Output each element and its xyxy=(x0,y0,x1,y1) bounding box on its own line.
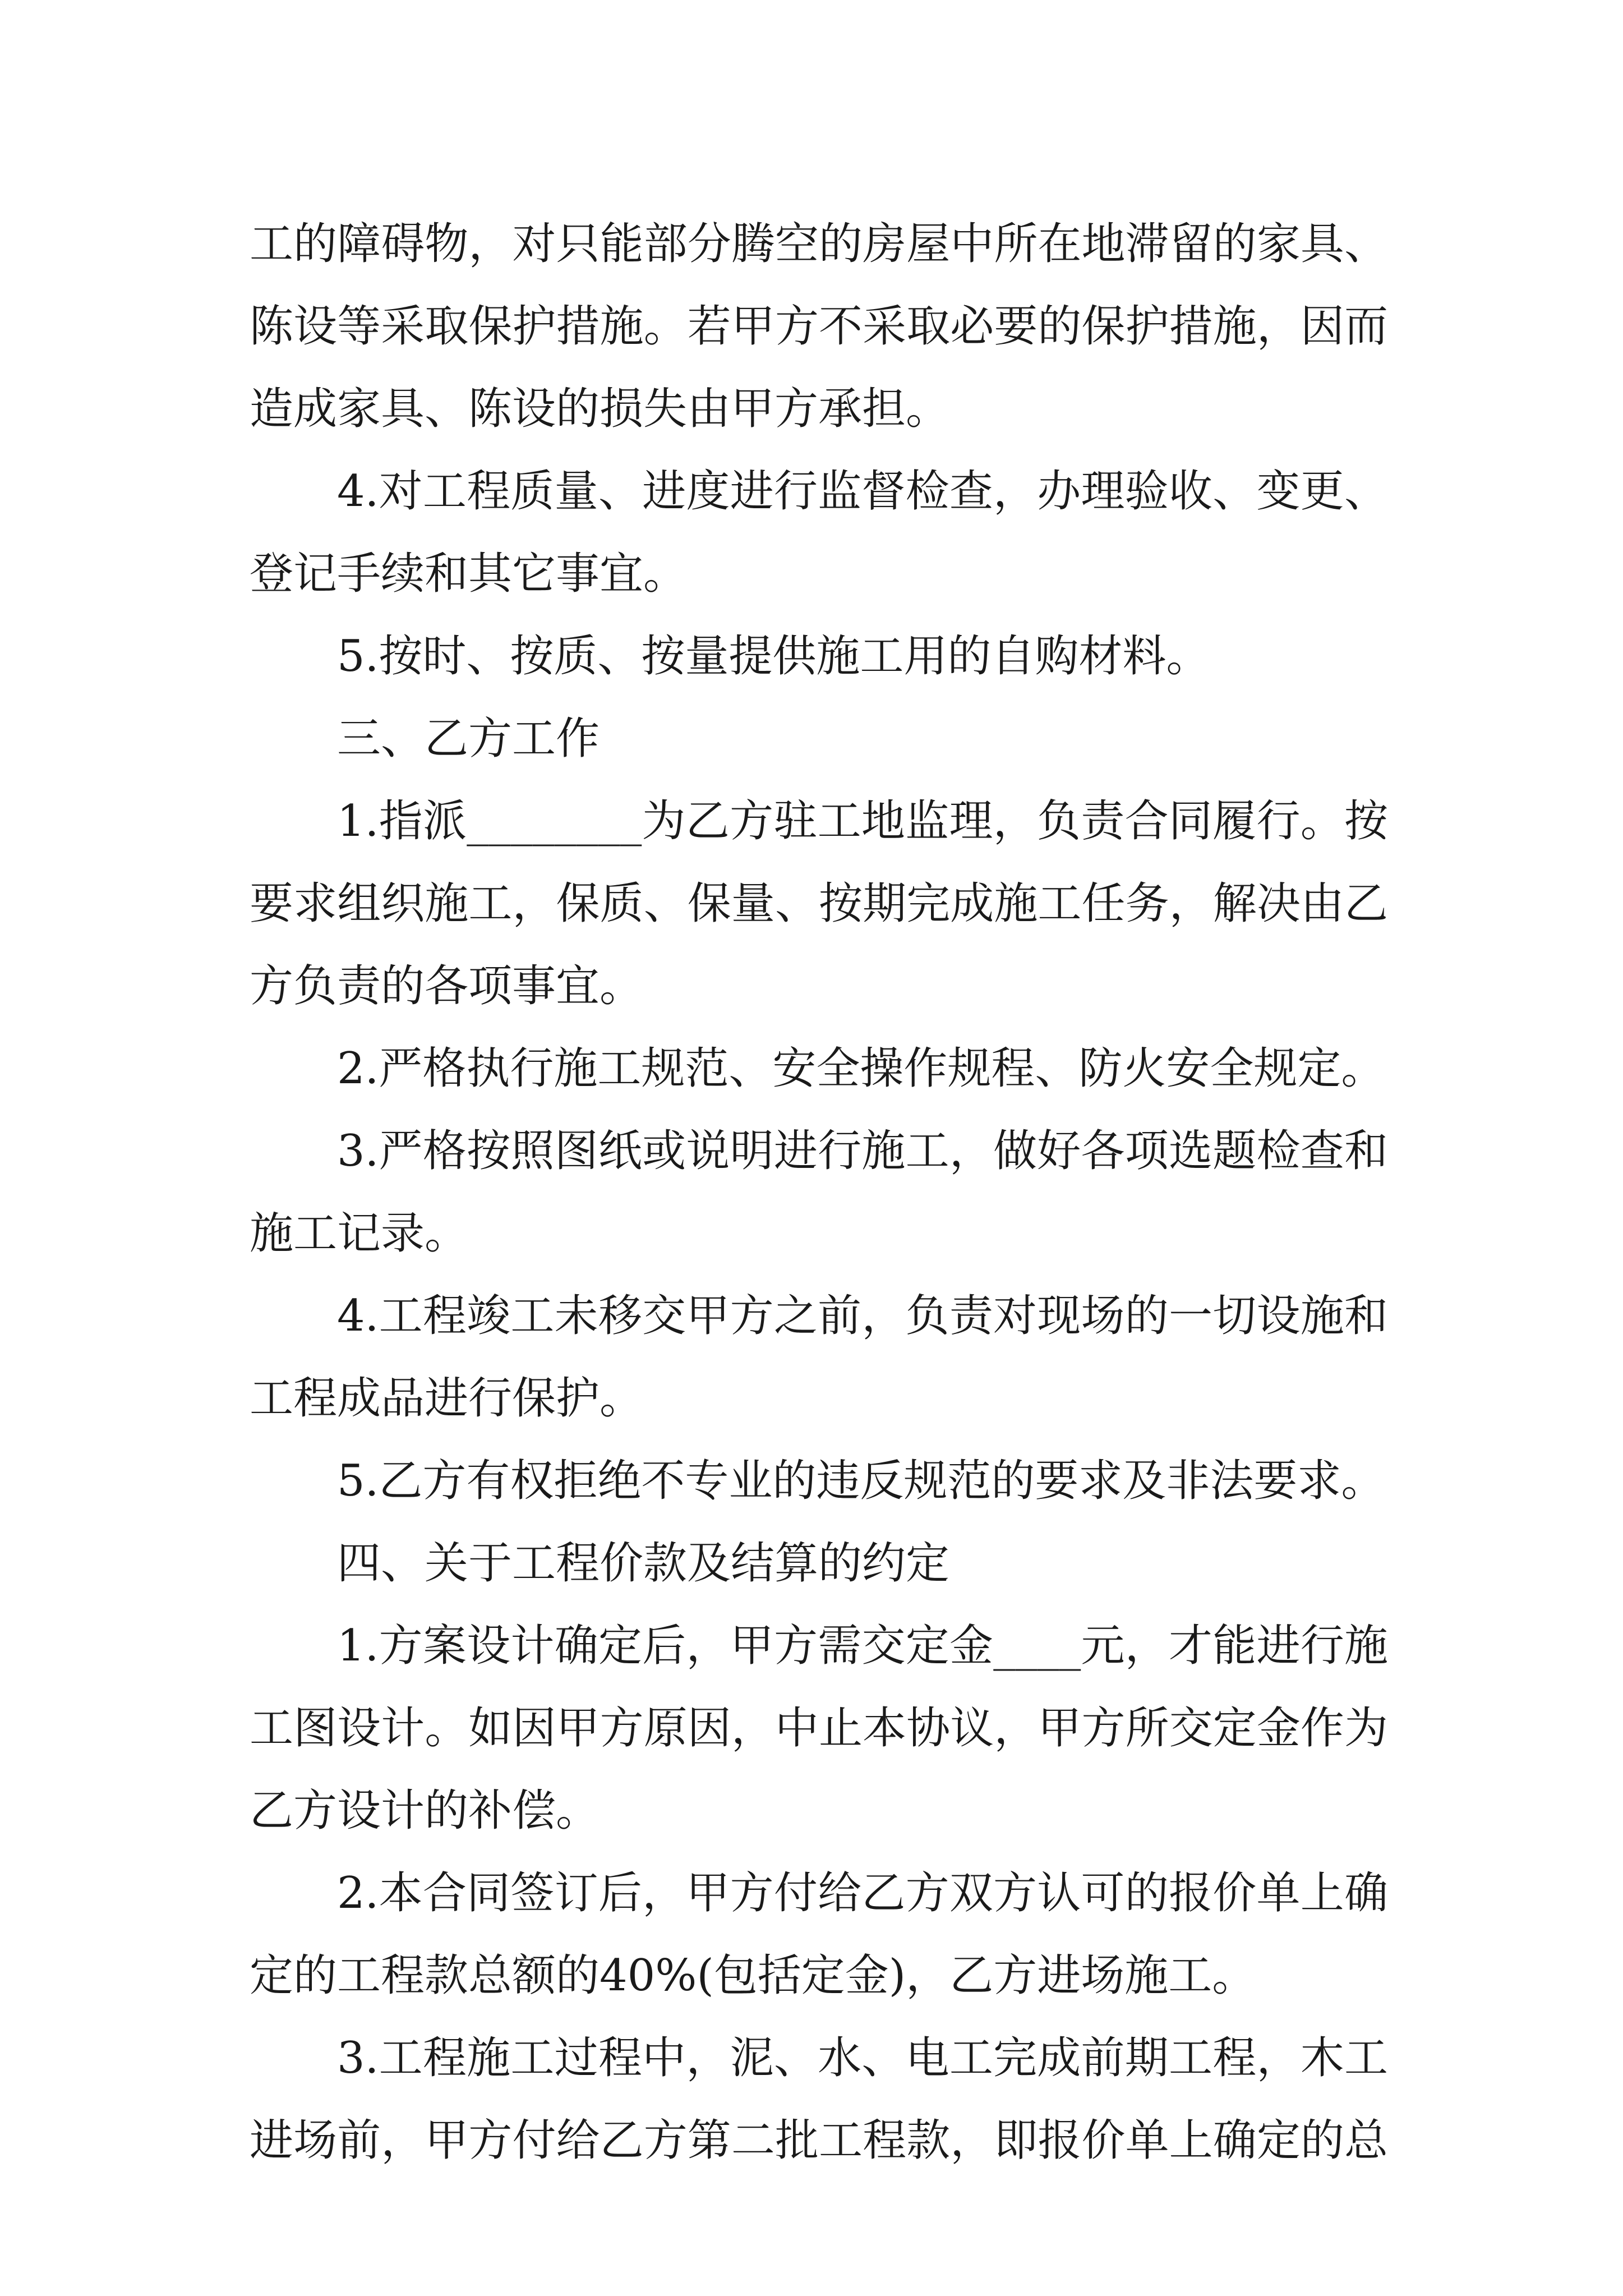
paragraph-p5 xyxy=(250,780,1388,1028)
paragraph-p8 xyxy=(250,1275,1388,1440)
text-line: 定的工程款总额的40%(包括定金)，乙方进场施工。 xyxy=(250,1950,1256,2001)
text-line: 进场前，甲方付给乙方第二批工程款，即报价单上确定的总 xyxy=(250,2115,1388,2166)
text-line: 乙方设计的补偿。 xyxy=(250,1786,600,1836)
text-line: 4.对工程质量、进度进行监督检查，办理验收、变更、 xyxy=(337,466,1388,517)
paragraph-p13 xyxy=(250,2017,1388,2182)
text-line: 1.指派________为乙方驻工地监理，负责合同履行。按 xyxy=(337,796,1388,846)
text-line: 陈设等采取保护措施。若甲方不采取必要的保护措施，因而 xyxy=(250,301,1388,352)
text-line: 1.方案设计确定后，甲方需交定金____元，才能进行施 xyxy=(337,1621,1388,1671)
paragraph-p1 xyxy=(250,203,1388,450)
document-body xyxy=(250,203,1388,2182)
text-line: 登记手续和其它事宜。 xyxy=(250,549,688,599)
heading-line: 四、关于工程价款及结算的约定 xyxy=(337,1538,950,1589)
text-line: 4.工程竣工未移交甲方之前，负责对现场的一切设施和 xyxy=(337,1291,1388,1341)
paragraph-p3 xyxy=(250,615,1388,698)
text-line: 2.严格执行施工规范、安全操作规程、防火安全规定。 xyxy=(337,1043,1385,1094)
text-line: 造成家具、陈设的损失由甲方承担。 xyxy=(250,384,950,434)
text-line: 工的障碍物，对只能部分腾空的房屋中所在地滞留的家具、 xyxy=(250,219,1388,269)
text-line: 3.工程施工过程中，泥、水、电工完成前期工程，木工 xyxy=(337,2033,1388,2083)
text-line: 3.严格按照图纸或说明进行施工，做好各项选题检查和 xyxy=(337,1126,1388,1176)
section-heading-3 xyxy=(250,698,1388,780)
text-line: 工程成品进行保护。 xyxy=(250,1373,644,1424)
section-heading-4 xyxy=(250,1522,1388,1605)
text-line: 2.本合同签订后，甲方付给乙方双方认可的报价单上确 xyxy=(337,1868,1388,1918)
paragraph-p11 xyxy=(250,1605,1388,1852)
text-line: 要求组织施工，保质、保量、按期完成施工任务，解决由乙 xyxy=(250,878,1388,929)
text-line: 5.按时、按质、按量提供施工用的自购材料。 xyxy=(337,631,1210,682)
paragraph-p7 xyxy=(250,1110,1388,1275)
text-line: 方负责的各项事宜。 xyxy=(250,961,644,1011)
heading-line: 三、乙方工作 xyxy=(337,714,600,764)
text-line: 工图设计。如因甲方原因，中止本协议，甲方所交定金作为 xyxy=(250,1703,1388,1754)
paragraph-p6 xyxy=(250,1028,1388,1110)
text-line: 5.乙方有权拒绝不专业的违反规范的要求及非法要求。 xyxy=(337,1456,1385,1506)
paragraph-p9 xyxy=(250,1440,1388,1522)
paragraph-p12 xyxy=(250,1852,1388,2017)
text-line: 施工记录。 xyxy=(250,1208,469,1259)
paragraph-p2 xyxy=(250,450,1388,615)
